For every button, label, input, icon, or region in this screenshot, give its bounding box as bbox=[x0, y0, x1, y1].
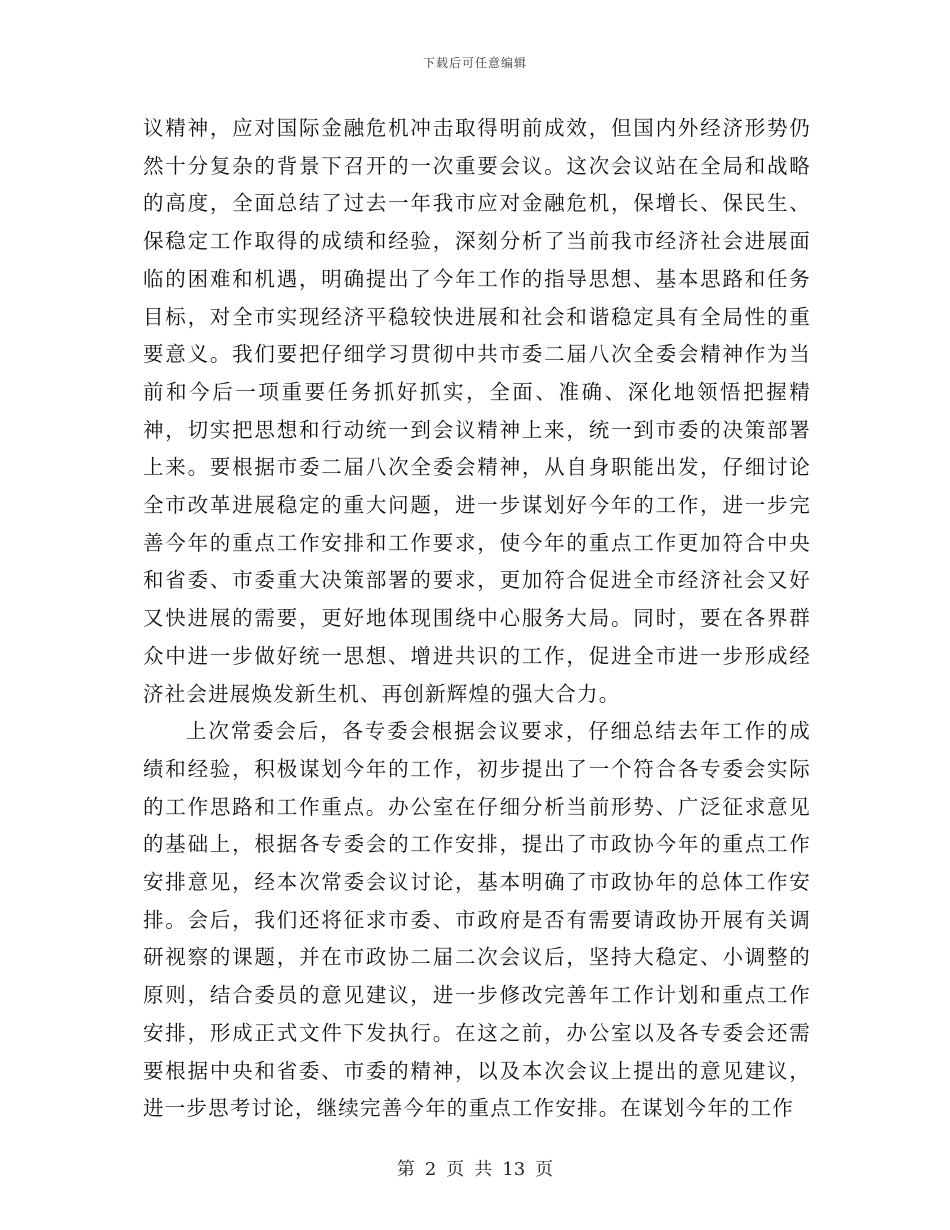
footer-label-page-unit: 页 bbox=[446, 1159, 465, 1180]
footer-total-pages: 13 bbox=[502, 1159, 526, 1180]
page-footer bbox=[0, 1155, 950, 1181]
footer-current-page: 2 bbox=[424, 1159, 437, 1180]
header-note: 下载后可任意编辑 bbox=[422, 56, 527, 70]
body-paragraph-2: 上次常委会后，各专委会根据会议要求，仔细总结去年工作的成绩和经验，积极谋划今年的工作，初步提出了一个符合各专委会实际的工作思路和工作重点。办公室在仔细分析当前形势、广泛征求意见的基础上，根据各专委会的工作安排，提出了市政协今年的重点工作安排意见，经本次常委会议讨论，基本明确了市政协年的总体工作安排。会后，我们还将征求市委、市政府是否有需要请政协开展有关调研视察的课题，并在市政协二届二次会议后，坚持大稳定、小调整的原则，结合委员的意见建议，进一步修改完善年工作计划和重点工作安排，形成正式文件下发执行。在这之前，办公室以及各专委会还需要根据中央和省委、市委的精神，以及本次会议上提出的意见建议，进一步思考讨论，继续完善今年的重点工作安排。在谋划今年的工作 bbox=[143, 719, 811, 1121]
footer-label-page: 第 bbox=[396, 1159, 415, 1180]
document-body bbox=[143, 110, 811, 1128]
footer-label-total: 共 bbox=[474, 1159, 493, 1180]
footer-label-total-unit: 页 bbox=[535, 1159, 554, 1180]
body-paragraph-1: 议精神，应对国际金融危机冲击取得明前成效，但国内外经济形势仍然十分复杂的背景下召开的一次重要会议。这次会议站在全局和战略的高度，全面总结了过去一年我市应对金融危机，保增长、保民生、保稳定工作取得的成绩和经验，深刻分析了当前我市经济社会进展面临的困难和机遇，明确提出了今年工作的指导思想、基本思路和任务目标，对全市实现经济平稳较快进展和社会和谐稳定具有全局性的重要意义。我们要把仔细学习贯彻中共市委二届八次全委会精神作为当前和今后一项重要任务抓好抓实，全面、准确、深化地领悟把握精神，切实把思想和行动统一到会议精神上来，统一到市委的决策部署上来。要根据市委二届八次全委会精神，从自身职能出发，仔细讨论全市改革进展稳定的重大问题，进一步谋划好今年的工作，进一步完善今年的重点工作安排和工作要求，使今年的重点工作更加符合中央和省委、市委重大决策部署的要求，更加符合促进全市经济社会又好又快进展的需要，更好地体现围绕中心服务大局。同时，要在各界群众中进一步做好统一思想、增进共识的工作，促进全市进一步形成经济社会进展焕发新生机、再创新辉煌的强大合力。 bbox=[143, 116, 811, 706]
